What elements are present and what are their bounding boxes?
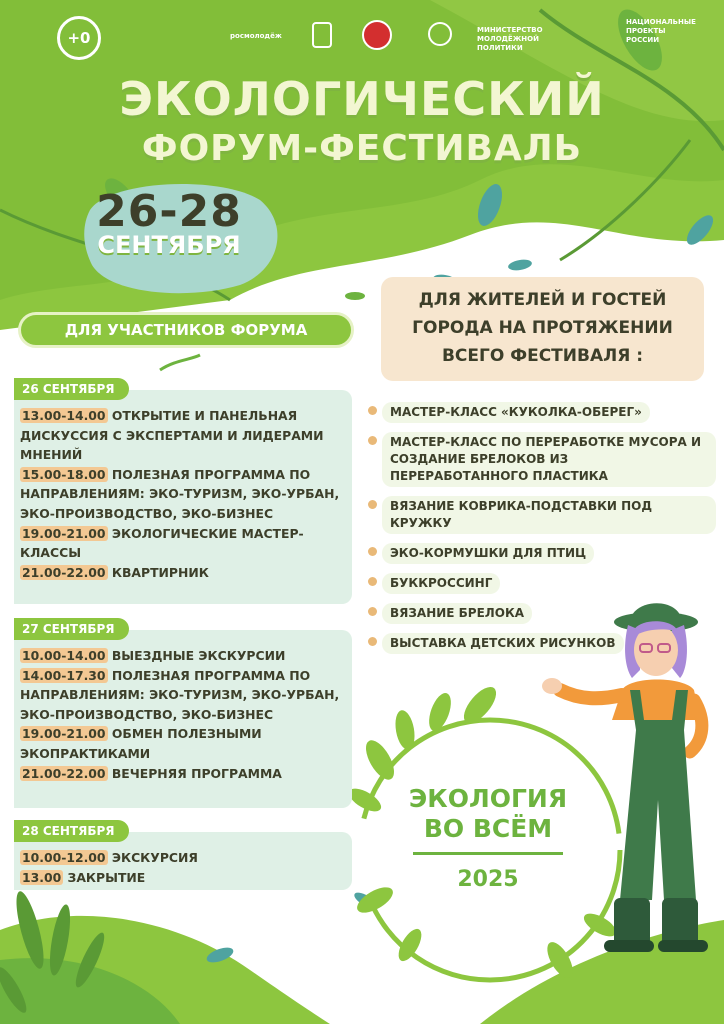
schedule-text: ОБМЕН ПОЛЕЗНЫМИ ЭКОПРАКТИКАМИ bbox=[20, 726, 262, 761]
schedule-time: 21.00-22.00 bbox=[22, 765, 106, 781]
schedule-text: ВЕЧЕРНЯЯ ПРОГРАММА bbox=[107, 765, 282, 781]
day-schedule-26 bbox=[14, 382, 352, 604]
bullet-icon bbox=[368, 637, 377, 646]
day-label: 27 СЕНТЯБРЯ bbox=[14, 618, 129, 640]
day-schedule-27 bbox=[14, 622, 352, 808]
schedule-text: ВЫЕЗДНЫЕ ЭКСКУРСИИ bbox=[107, 648, 286, 663]
schedule-item bbox=[20, 406, 344, 465]
activity-label: МАСТЕР-КЛАСС ПО ПЕРЕРАБОТКЕ МУСОРА И СОЗДАНИЕ БРЕЛОКОВ ИЗ ПЕРЕРАБОТАННОГО ПЛАСТИКА bbox=[382, 432, 716, 487]
wreath-emblem bbox=[380, 784, 596, 892]
udmurtia-emblem-icon bbox=[362, 20, 392, 50]
participants-banner: ДЛЯ УЧАСТНИКОВ ФОРУМА bbox=[18, 312, 354, 348]
schedule-item bbox=[20, 666, 344, 725]
guests-banner-line: ГОРОДА НА ПРОТЯЖЕНИИ bbox=[412, 318, 673, 338]
day-schedule-28 bbox=[14, 824, 352, 890]
schedule-item bbox=[20, 465, 344, 524]
schedule-item bbox=[20, 646, 344, 666]
dates-block bbox=[84, 186, 254, 259]
schedule-time: 21.00-22.00 bbox=[22, 564, 106, 580]
schedule-text: ЭКОЛОГИЧЕСКИЕ МАСТЕР-КЛАССЫ bbox=[20, 525, 304, 561]
activity-label: ВЫСТАВКА ДЕТСКИХ РИСУНКОВ bbox=[382, 633, 624, 654]
schedule-time: 15.00-18.00 bbox=[22, 466, 106, 482]
schedule-time: 19.00-21.00 bbox=[22, 726, 106, 742]
wreath-line-1: ЭКОЛОГИЯ bbox=[408, 784, 568, 813]
schedule-time: 13.00-14.00 bbox=[22, 408, 106, 423]
bullet-icon bbox=[368, 436, 377, 445]
age-rating-badge: +0 bbox=[57, 16, 101, 60]
day-label: 26 СЕНТЯБРЯ bbox=[14, 378, 129, 400]
bullet-icon bbox=[368, 500, 377, 509]
activity-item bbox=[366, 633, 716, 654]
coat-of-arms-icon bbox=[312, 22, 332, 48]
activity-item bbox=[366, 603, 716, 624]
bullet-icon bbox=[368, 547, 377, 556]
schedule-text: ЭКСКУРСИЯ bbox=[107, 850, 198, 865]
activity-item bbox=[366, 432, 716, 487]
schedule-item bbox=[20, 524, 344, 563]
schedule-time: 10.00-12.00 bbox=[22, 850, 106, 865]
schedule-time: 13.00 bbox=[22, 869, 62, 885]
schedule-time: 14.00-17.30 bbox=[22, 667, 106, 683]
activity-item bbox=[366, 573, 716, 594]
schedule-time: 10.00-14.00 bbox=[22, 648, 106, 663]
activity-item bbox=[366, 496, 716, 534]
bullet-icon bbox=[368, 607, 377, 616]
activities-list bbox=[366, 402, 716, 663]
ministry-logo: МИНИСТЕРСТВО МОЛОДЁЖНОЙ ПОЛИТИКИ bbox=[477, 26, 543, 52]
title-line-2: ФОРУМ-ФЕСТИВАЛЬ bbox=[141, 128, 583, 169]
schedule-item bbox=[20, 563, 344, 583]
wreath-line-2: ВО ВСЁМ bbox=[423, 814, 553, 843]
day-label: 28 СЕНТЯБРЯ bbox=[14, 820, 129, 842]
activity-label: БУККРОССИНГ bbox=[382, 573, 500, 594]
schedule-item bbox=[20, 764, 344, 784]
national-projects-logo: НАЦИОНАЛЬНЫЕ ПРОЕКТЫ РОССИИ bbox=[626, 18, 696, 44]
dates-range: 26-28 bbox=[96, 186, 242, 237]
rosmolodezh-logo: росмолодёж bbox=[230, 32, 282, 40]
schedule-text: КВАРТИРНИК bbox=[107, 564, 209, 580]
title-line-1: ЭКОЛОГИЧЕСКИЙ bbox=[119, 72, 605, 126]
schedule-text: ОТКРЫТИЕ И ПАНЕЛЬНАЯ ДИСКУССИЯ С ЭКСПЕРТАМИ И ЛИДЕРАМИ МНЕНИЙ bbox=[20, 408, 324, 463]
wreath-divider bbox=[413, 852, 563, 855]
activity-label: ВЯЗАНИЕ БРЕЛОКА bbox=[382, 603, 532, 624]
guests-banner-line: ДЛЯ ЖИТЕЛЕЙ И ГОСТЕЙ bbox=[418, 290, 667, 310]
guests-banner bbox=[381, 277, 704, 381]
wreath-year: 2025 bbox=[457, 867, 519, 892]
schedule-text: ЗАКРЫТИЕ bbox=[63, 869, 146, 885]
dates-month: СЕНТЯБРЯ bbox=[97, 231, 241, 259]
schedule-item bbox=[20, 724, 344, 763]
ministry-emblem-icon bbox=[428, 22, 452, 46]
schedule-item bbox=[20, 848, 344, 868]
activity-item bbox=[366, 402, 716, 423]
activity-label: ЭКО-КОРМУШКИ ДЛЯ ПТИЦ bbox=[382, 543, 594, 564]
schedule-text: ПОЛЕЗНАЯ ПРОГРАММА ПО НАПРАВЛЕНИЯМ: ЭКО-ТУРИЗМ, ЭКО-УРБАН, ЭКО-ПРОИЗВОДСТВО, ЭКО-БИЗНЕС bbox=[20, 667, 340, 722]
bullet-icon bbox=[368, 406, 377, 415]
schedule-text: ПОЛЕЗНАЯ ПРОГРАММА ПО НАПРАВЛЕНИЯМ: ЭКО-ТУРИЗМ, ЭКО-УРБАН, ЭКО-ПРОИЗВОДСТВО, ЭКО-БИЗНЕС bbox=[20, 466, 340, 521]
schedule-time: 19.00-21.00 bbox=[22, 525, 106, 541]
schedule-item bbox=[20, 868, 344, 888]
guests-banner-line: ВСЕГО ФЕСТИВАЛЯ : bbox=[441, 346, 644, 366]
bullet-icon bbox=[368, 577, 377, 586]
activity-label: ВЯЗАНИЕ КОВРИКА-ПОДСТАВКИ ПОД КРУЖКУ bbox=[382, 496, 716, 534]
activity-label: МАСТЕР-КЛАСС «КУКОЛКА-ОБЕРЕГ» bbox=[382, 402, 650, 423]
activity-item bbox=[366, 543, 716, 564]
